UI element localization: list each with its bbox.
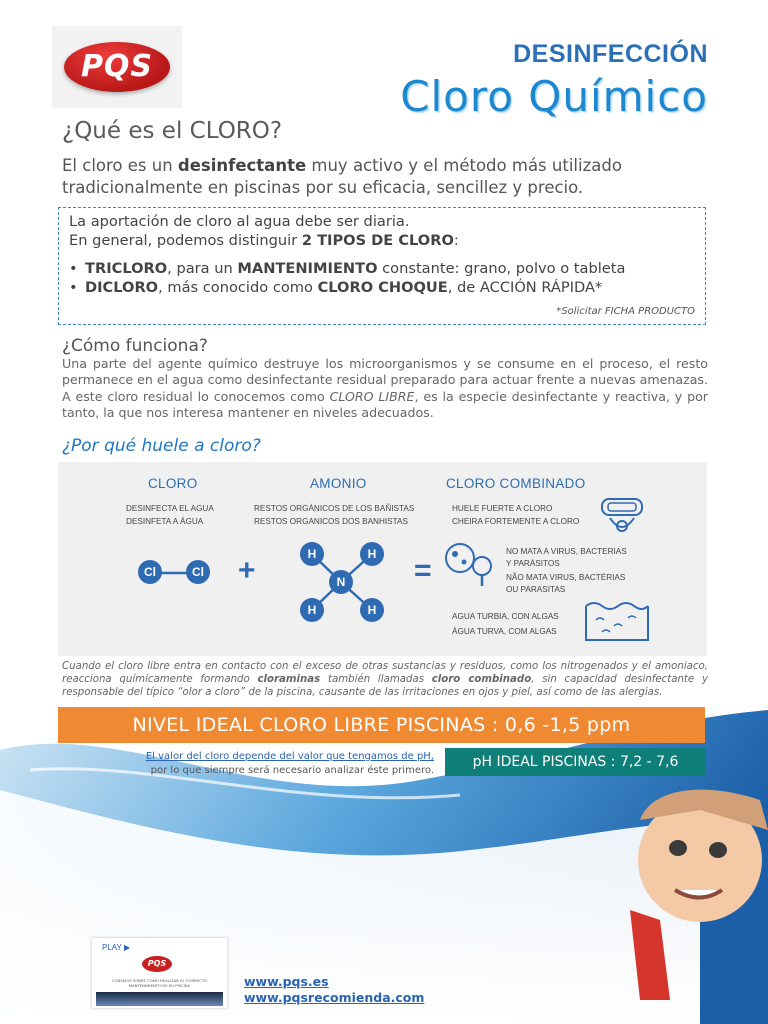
box-line-2: En general, podemos distinguir 2 TIPOS DE CLORO: — [69, 232, 459, 249]
hydrogen-atom: H — [300, 598, 324, 622]
diagram-col-combinado-m3: NÃO MATA VIRUS, BACTÉRIAS — [506, 573, 626, 582]
chlorine-types-box — [58, 207, 706, 325]
footer-links — [244, 974, 424, 1006]
diagram-col-amonio-line2: RESTOS ORGANICOS DOS BANHISTAS — [254, 517, 408, 526]
nitrogen-atom: N — [329, 570, 353, 594]
diagram-col-cloro-title: CLORO — [148, 476, 198, 491]
how-it-works-text: Una parte del agente químico destruye los microorganismos y se consume en el proceso, el resto permanece en el agua como desinfectante residual preparado para actuar frente a nuevas amenazas. A este cloro residual lo conocemos como CLORO LIBRE, es la especie desinfectante y reactiva, y por tanto, la que nos interesa mantener en niveles adecuados. — [62, 356, 708, 421]
video-thumbnail[interactable] — [92, 938, 227, 1008]
diagram-col-amonio-line1: RESTOS ORGÁNICOS DE LOS BAÑISTAS — [254, 504, 415, 513]
logo-text: PQS — [80, 49, 154, 84]
video-player-bar — [96, 992, 223, 1006]
hydrogen-atom: H — [300, 542, 324, 566]
link-pqs[interactable]: www.pqs.es — [244, 974, 329, 989]
header-kicker: DESINFECCIÓN — [513, 40, 708, 68]
chlorine-type-list — [69, 259, 695, 297]
ph-note-rest: por lo que siempre será necesario analizar éste primero. — [150, 765, 434, 776]
diagram-col-combinado-title: CLORO COMBINADO — [446, 476, 586, 491]
ideal-free-chlorine-banner: NIVEL IDEAL CLORO LIBRE PISCINAS : 0,6 -1,5 ppm — [58, 707, 705, 743]
ph-note-link[interactable]: El valor del cloro depende del valor que tengamos de pH, — [145, 751, 434, 762]
hydrogen-atom: H — [360, 598, 384, 622]
link-pqsrecomienda[interactable]: www.pqsrecomienda.com — [244, 990, 425, 1005]
diagram-col-combinado-m4: OU PARASITAS — [506, 585, 566, 594]
chlorine-atom: Cl — [138, 560, 162, 584]
plus-sign: + — [238, 554, 256, 587]
diagram-col-combinado-line1: HUELE FUERTE A CLORO — [452, 504, 553, 513]
diagram-col-combinado-line2: CHEIRA FORTEMENTE A CLORO — [452, 517, 580, 526]
diagram-col-cloro-line2: DESINFETA A ÁGUA — [126, 517, 204, 526]
video-caption: CONSEJOS SOBRE COMO REALIZAR EL CORRECTO MANTENIMIENTO DE SU PISCINA — [111, 978, 208, 988]
box-line-1: La aportación de cloro al agua debe ser diaria. — [69, 213, 410, 230]
section-title-how-it-works: ¿Cómo funciona? — [62, 336, 208, 356]
ph-note — [100, 750, 434, 778]
chloramine-caption: Cuando el cloro libre entra en contacto con el exceso de otras sustancias y residuos, como los nitrogenados y el amoniaco, reacciona químicamente formando cloraminas también llamadas cloro combinado, sin capacidad desinfectante y responsable del típico “olor a cloro” de la piscina, causante de las irritaciones en ojos y piel, así como de las alergias. — [62, 661, 708, 698]
diagram-col-combinado-m1: NO MATA A VIRUS, BACTERIAS — [506, 547, 627, 556]
chloramine-diagram — [58, 462, 707, 656]
diagram-col-combinado-b2: ÁGUA TURVA, COM ALGAS — [452, 627, 557, 636]
diagram-col-combinado-m2: Y PARÁSITOS — [506, 559, 560, 568]
page-title: Cloro Químico — [400, 72, 708, 121]
list-item-tricloro: • TRICLORO, para un MANTENIMIENTO constante: grano, polvo o tableta — [69, 259, 695, 278]
play-button-label[interactable]: PLAY ▶ — [102, 943, 131, 952]
section-title-what-is-chlorine: ¿Qué es el CLORO? — [62, 118, 283, 144]
hydrogen-atom: H — [360, 542, 384, 566]
product-sheet-note: *Solicitar FICHA PRODUCTO — [556, 306, 695, 317]
chlorine-atom: Cl — [186, 560, 210, 584]
ideal-ph-banner: pH IDEAL PISCINAS : 7,2 - 7,6 — [445, 748, 706, 776]
pqs-logo — [52, 26, 182, 108]
microbe-magnifier-icon — [442, 540, 498, 588]
diagram-col-cloro-line1: DESINFECTA EL AGUA — [126, 504, 214, 513]
logo-oval — [64, 42, 170, 92]
intro-text: El cloro es un desinfectante muy activo y el método más utilizado tradicionalmente en piscinas por su eficacia, sencillez y precio. — [62, 156, 622, 197]
section-title-why-smell: ¿Por qué huele a cloro? — [62, 436, 261, 456]
equals-sign: = — [414, 554, 432, 587]
diagram-col-amonio-title: AMONIO — [310, 476, 367, 491]
turbid-water-icon — [582, 596, 652, 644]
diagram-col-combinado-b1: AGUA TURBIA, CON ALGAS — [452, 612, 559, 621]
gas-mask-icon — [596, 496, 648, 538]
list-item-dicloro: • DICLORO, más conocido como CLORO CHOQUE, de ACCIÓN RÁPIDA* — [69, 278, 695, 297]
video-logo: PQS — [142, 956, 172, 972]
